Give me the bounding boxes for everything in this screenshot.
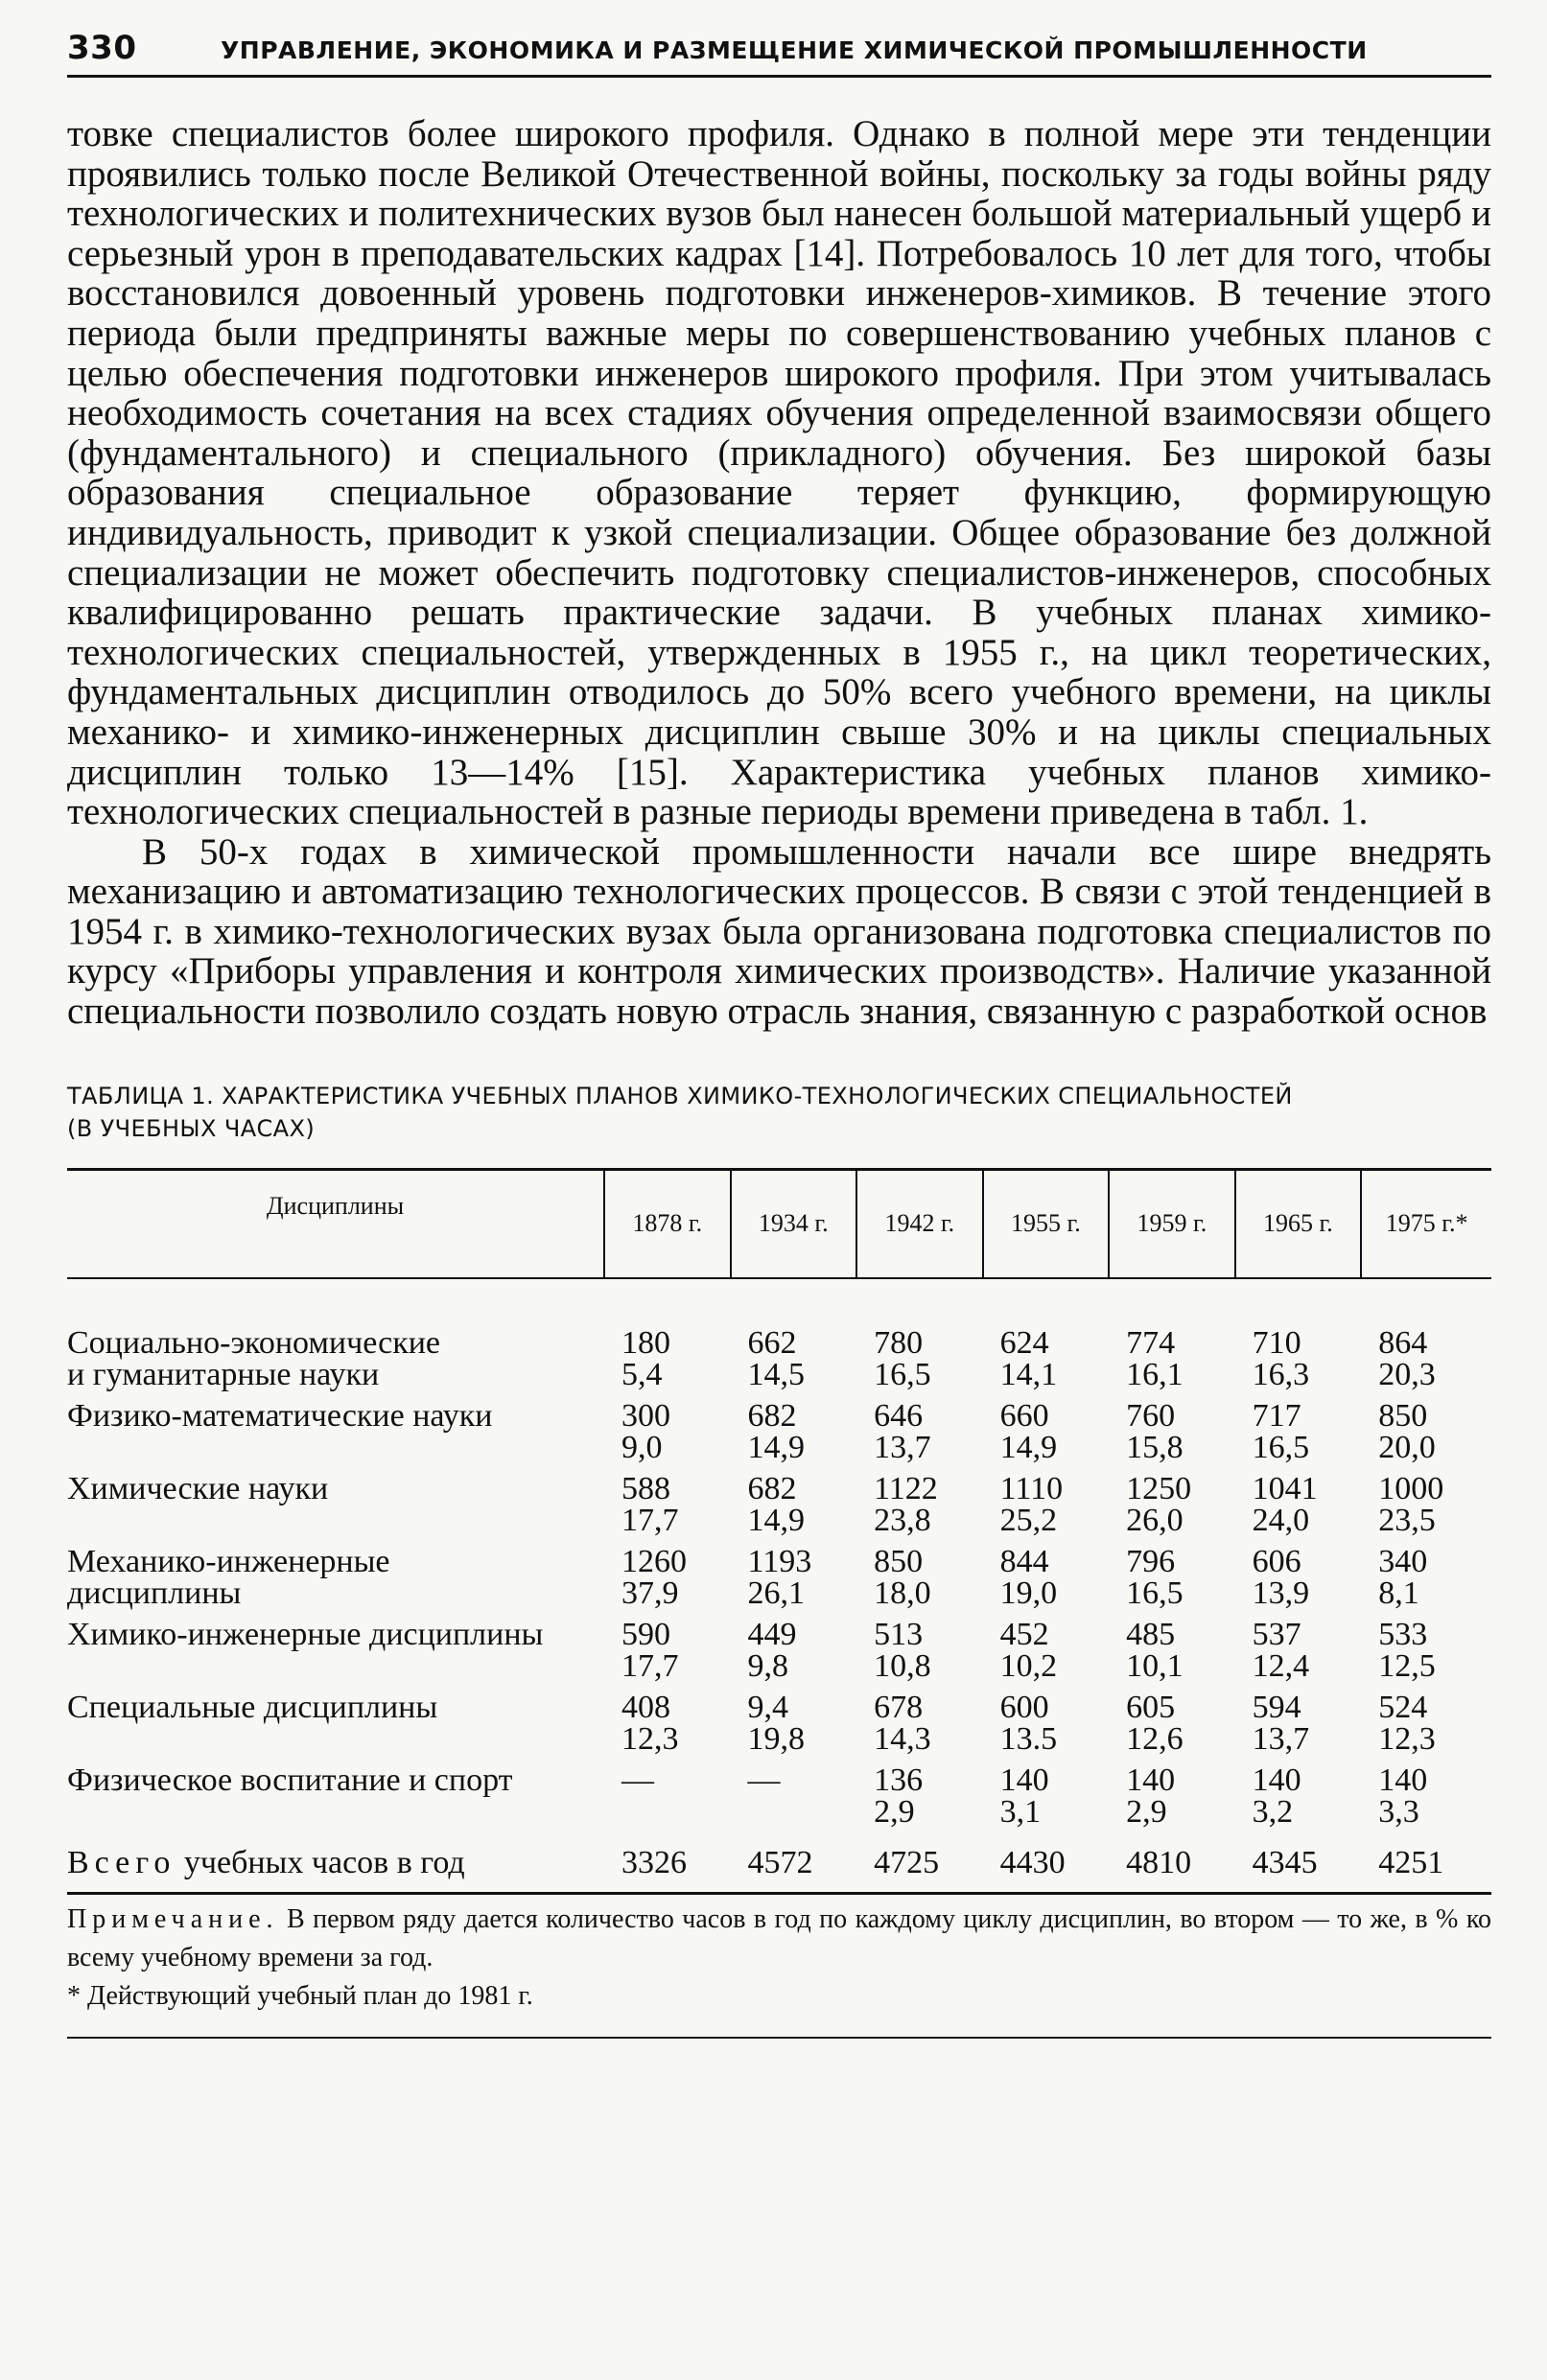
hours-value: 485 [1126,1616,1176,1652]
hours-value: 513 [874,1616,924,1652]
value-cell [856,1469,983,1542]
percent-value: 12,4 [1252,1647,1310,1684]
hours-value: 590 [621,1616,670,1652]
table-row [67,1615,1491,1688]
discipline-name-line: дисциплины [67,1575,242,1611]
column-header-year: 1934 г. [731,1169,857,1278]
total-value: 4430 [999,1844,1066,1880]
percent-value: 23,5 [1378,1502,1436,1538]
hours-value: 678 [874,1689,924,1725]
hours-value: 717 [1252,1397,1301,1434]
percent-value: 3,1 [999,1793,1042,1830]
discipline-name-line: Специальные дисциплины [67,1689,438,1725]
hours-value: 1000 [1378,1470,1444,1506]
column-header-year: 1959 г. [1109,1169,1235,1278]
hours-value: 760 [1126,1397,1176,1434]
hours-value: 710 [1252,1324,1301,1361]
value-cell [731,1761,857,1833]
percent-value: 12,6 [1126,1720,1184,1757]
hours-value: 533 [1378,1616,1428,1652]
hours-value: 537 [1252,1616,1301,1652]
percent-value: 10,1 [1126,1647,1184,1684]
hours-value: 452 [999,1616,1049,1652]
value-cell [731,1688,857,1761]
hours-value: 624 [999,1324,1049,1361]
percent-value: 14,9 [747,1502,806,1538]
value-cell [856,1688,983,1761]
hours-value: 774 [1126,1324,1176,1361]
table-notes [67,1901,1491,2016]
bottom-rule [67,2037,1491,2039]
value-cell [1109,1396,1235,1469]
column-header-year: 1975 г.* [1361,1169,1491,1278]
note-text: В первом ряду дается количество часов в год по каждому циклу дисциплин, во втором — то же, в % ко всему учебному времени за год. [67,1903,1491,1972]
percent-value: 3,3 [1378,1793,1419,1830]
page [67,29,1491,2039]
column-header-year: 1942 г. [856,1169,983,1278]
total-value: 4572 [747,1844,813,1880]
value-cell [1235,1469,1362,1542]
percent-value: 2,9 [1126,1793,1167,1830]
hours-value: 796 [1126,1543,1176,1579]
value-cell [1361,1323,1491,1396]
table-caption-line: ТАБЛИЦА 1. ХАРАКТЕРИСТИКА УЧЕБНЫХ ПЛАНОВ ХИМИКО-ТЕХНОЛОГИЧЕСКИХ СПЕЦИАЛЬНОСТЕЙ [67,1082,1293,1109]
discipline-name [67,1688,604,1761]
value-cell [604,1396,731,1469]
value-cell [604,1323,731,1396]
total-label-emphasis: Всего [67,1844,176,1880]
hours-value: 606 [1252,1543,1301,1579]
page-number: 330 [67,29,137,67]
value-cell [1361,1542,1491,1615]
hours-value: 140 [1378,1762,1428,1798]
hours-value: 140 [999,1762,1049,1798]
percent-value: 12,3 [1378,1720,1436,1757]
percent-value: 14,9 [999,1429,1058,1465]
value-cell [604,1469,731,1542]
hours-value: 1250 [1126,1470,1192,1506]
discipline-name-line: Социально-экономические [67,1324,441,1361]
hours-value: 136 [874,1762,924,1798]
hours-value: 300 [621,1397,670,1434]
hours-value: 180 [621,1324,670,1361]
hours-value: — [747,1762,781,1798]
table-caption-line: (В УЧЕБНЫХ ЧАСАХ) [67,1114,316,1142]
value-cell [1361,1761,1491,1833]
percent-value: 13,9 [1252,1575,1310,1611]
hours-value: 850 [874,1543,924,1579]
hours-value: 1110 [999,1470,1064,1506]
percent-value: 20,0 [1378,1429,1436,1465]
value-cell [731,1615,857,1688]
table-row [67,1469,1491,1542]
hours-value: 408 [621,1689,670,1725]
value-cell [1109,1688,1235,1761]
curriculum-table [67,1168,1491,1895]
value-cell [983,1615,1110,1688]
table-note [67,1901,1491,1977]
discipline-name-line [67,1505,604,1536]
percent-value: 19,8 [747,1720,806,1757]
percent-value: 23,8 [874,1502,931,1538]
percent-value [621,1796,731,1828]
value-cell [1361,1688,1491,1761]
total-value: 4725 [874,1844,940,1880]
percent-value [748,1796,857,1828]
percent-value: 16,3 [1252,1356,1310,1392]
percent-value: 16,1 [1126,1356,1184,1392]
discipline-name-line [67,1650,604,1682]
value-cell [856,1615,983,1688]
discipline-name-line: и гуманитарные науки [67,1356,380,1392]
discipline-name-line [67,1723,604,1755]
hours-value: 660 [999,1397,1049,1434]
percent-value: 20,3 [1378,1356,1436,1392]
column-header-year: 1965 г. [1235,1169,1362,1278]
percent-value: 13.5 [999,1720,1058,1757]
value-cell [983,1323,1110,1396]
percent-value: 16,5 [874,1356,931,1392]
percent-value: 2,9 [874,1793,915,1830]
table-row [67,1396,1491,1469]
hours-value: 682 [747,1470,797,1506]
value-cell [1235,1761,1362,1833]
value-cell [1235,1396,1362,1469]
value-cell [856,1396,983,1469]
discipline-name [67,1469,604,1542]
value-cell [1235,1688,1362,1761]
percent-value: 8,1 [1378,1575,1419,1611]
hours-value: 449 [747,1616,797,1652]
percent-value: 14,1 [999,1356,1058,1392]
value-cell [731,1396,857,1469]
total-value: 3326 [621,1844,687,1880]
table-caption [67,1080,1491,1145]
percent-value: 37,9 [621,1575,679,1611]
value-cell [1235,1542,1362,1615]
value-cell [856,1761,983,1833]
value-cell [983,1761,1110,1833]
value-cell [856,1323,983,1396]
value-cell [1361,1396,1491,1469]
percent-value: 9,8 [747,1647,789,1684]
discipline-name [67,1761,604,1833]
hours-value: 646 [874,1397,924,1434]
hours-value: 844 [999,1543,1049,1579]
percent-value: 26,1 [747,1575,806,1611]
discipline-name-line [67,1796,604,1828]
value-cell [1109,1542,1235,1615]
discipline-name [67,1323,604,1396]
hours-value: 9,4 [747,1689,789,1725]
paragraph: товке специалистов более широкого профиля. Однако в полной мере эти тенденции проявились только после Великой Отечественной войны, поскольку за годы войны ряду технологических и политехнических вузов был нанесен большой материальный ущерб и серьезный урон в преподавательских кадрах [14]. Потребовалось 10 лет для того, чтобы восстановился довоенный уровень подготовки инженеров-химиков. В течение этого периода были предприняты важные меры по совершенствованию учебных планов с целью обеспечения подготовки инженеров широкого профиля. При этом учитывалась необходимость сочетания на всех стадиях обучения определенной взаимосвязи общего (фундаментального) и специального (прикладного) обучения. Без широкой базы образования специальное образование теряет функцию, формирующую индивидуальность, приводит к узкой специализации. Общее образование без должной специализации не может обеспечить подготовку специалистов-инженеров, способных квалифицированно решать практические задачи. В учебных планах химико-технологических специальностей, утвержденных в 1955 г., на цикл теоретических, фундаментальных дисциплин отводилось до 50% всего учебного времени, на циклы механико- и химико-инженерных дисциплин свыше 30% и на циклы специальных дисциплин только 13—14% [15]. Характеристика учебных планов химико-технологических специальностей в разные периоды времени приведена в табл. 1. [67,113,1491,833]
paragraph: В 50-х годах в химической промышленности начали все шире внедрять механизацию и автоматизацию технологических процессов. В связи с этой тенденцией в 1954 г. в химико-технологических вузах была организована подготовка специалистов по курсу «Приборы управления и контроля химических производств». Наличие указанной специальности позволило создать новую отрасль знания, связанную с разработкой основ [67,830,1491,1033]
value-cell [983,1396,1110,1469]
percent-value: 16,5 [1252,1429,1310,1465]
value-cell [731,1469,857,1542]
value-cell [1361,1469,1491,1542]
total-row [67,1833,1491,1894]
body-text [67,114,1491,1032]
percent-value: 19,0 [999,1575,1058,1611]
column-header-disciplines: Дисциплины [67,1169,604,1278]
percent-value: 12,5 [1378,1647,1436,1684]
total-value: 4251 [1378,1844,1444,1880]
percent-value: 18,0 [874,1575,931,1611]
discipline-name-line: Физико-математические науки [67,1397,493,1434]
value-cell [1235,1323,1362,1396]
hours-value: 682 [747,1397,797,1434]
discipline-name [67,1396,604,1469]
value-cell [1361,1615,1491,1688]
percent-value: 15,8 [1126,1429,1184,1465]
value-cell [983,1469,1110,1542]
value-cell [983,1688,1110,1761]
total-value: 4345 [1252,1844,1318,1880]
value-cell [604,1542,731,1615]
hours-value: 1260 [621,1543,687,1579]
percent-value: 9,0 [621,1429,663,1465]
running-head [67,29,1491,78]
hours-value: 600 [999,1689,1049,1725]
percent-value: 25,2 [999,1502,1058,1538]
running-title: УПРАВЛЕНИЕ, ЭКОНОМИКА И РАЗМЕЩЕНИЕ ХИМИЧЕСКОЙ ПРОМЫШЛЕННОСТИ [221,36,1368,64]
table-row [67,1323,1491,1396]
percent-value: 14,5 [747,1356,806,1392]
hours-value: 140 [1252,1762,1301,1798]
hours-value: 1193 [747,1543,812,1579]
discipline-name [67,1615,604,1688]
note-label: Примечание. [67,1903,279,1934]
value-cell [1109,1615,1235,1688]
hours-value: 588 [621,1470,670,1506]
value-cell [604,1615,731,1688]
table-spacer [67,1278,1491,1323]
discipline-name-line: Химико-инженерные дисциплины [67,1616,544,1652]
discipline-name-line: Физическое воспитание и спорт [67,1762,513,1798]
hours-value: 1122 [874,1470,938,1506]
percent-value: 10,2 [999,1647,1058,1684]
percent-value: 5,4 [621,1356,663,1392]
table-header-row [67,1169,1491,1278]
hours-value: 1041 [1252,1470,1318,1506]
hours-value: 850 [1378,1397,1428,1434]
value-cell [1109,1761,1235,1833]
percent-value: 13,7 [874,1429,931,1465]
table-row [67,1542,1491,1615]
column-header-year: 1955 г. [983,1169,1110,1278]
value-cell [856,1542,983,1615]
hours-value: 340 [1378,1543,1428,1579]
percent-value: 17,7 [621,1647,679,1684]
percent-value: 10,8 [874,1647,931,1684]
value-cell [1235,1615,1362,1688]
value-cell [731,1542,857,1615]
column-header-year: 1878 г. [604,1169,731,1278]
discipline-name-line: Химические науки [67,1470,329,1506]
hours-value: 605 [1126,1689,1176,1725]
value-cell [1109,1469,1235,1542]
hours-value: 594 [1252,1689,1301,1725]
value-cell [731,1323,857,1396]
table-footnote: * Действующий учебный план до 1981 г. [67,1980,533,2011]
hours-value: 864 [1378,1324,1428,1361]
percent-value: 13,7 [1252,1720,1310,1757]
percent-value: 17,7 [621,1502,679,1538]
percent-value: 24,0 [1252,1502,1310,1538]
total-value: 4810 [1126,1844,1192,1880]
table-body [67,1278,1491,1894]
hours-value: 780 [874,1324,924,1361]
total-label: Всего учебных часов в год [67,1844,465,1880]
percent-value: 14,9 [747,1429,806,1465]
value-cell [1109,1323,1235,1396]
value-cell [604,1688,731,1761]
hours-value: 662 [747,1324,797,1361]
hours-value: 524 [1378,1689,1428,1725]
percent-value: 14,3 [874,1720,931,1757]
percent-value: 26,0 [1126,1502,1184,1538]
value-cell [983,1542,1110,1615]
percent-value: 3,2 [1252,1793,1294,1830]
table-row [67,1688,1491,1761]
percent-value: 16,5 [1126,1575,1184,1611]
value-cell [604,1761,731,1833]
discipline-name [67,1542,604,1615]
percent-value: 12,3 [621,1720,679,1757]
discipline-name-line [67,1432,604,1463]
discipline-name-line: Механико-инженерные [67,1543,390,1579]
hours-value: 140 [1126,1762,1176,1798]
table-row [67,1761,1491,1833]
hours-value: — [621,1762,654,1798]
